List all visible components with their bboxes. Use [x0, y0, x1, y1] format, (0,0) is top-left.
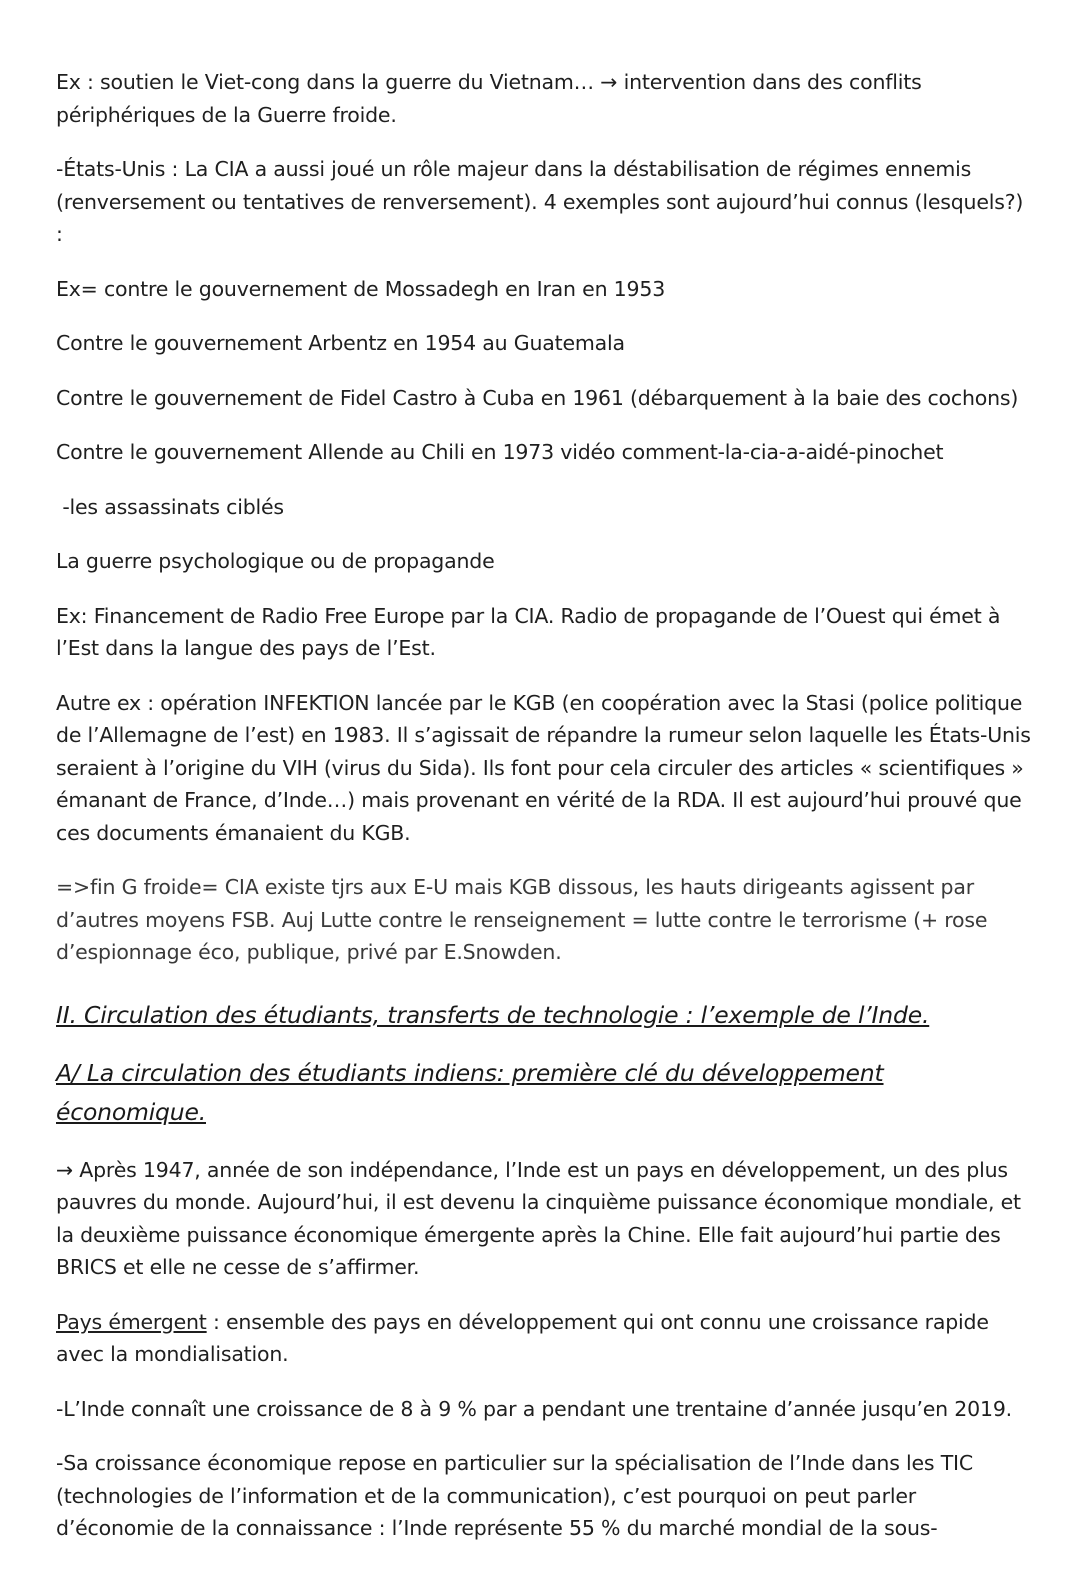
section-heading-inde: II. Circulation des étudiants, transferts de technologie : l’exemple de l’Inde.: [56, 1000, 930, 1029]
paragraph-guatemala-1954: Contre le gouvernement Arbentz en 1954 au Guatemala: [56, 331, 625, 355]
paragraph-inde-developpement: → Après 1947, année de son indépendance, l’Inde est un pays en développement, un des plus pauvres du monde. Aujourd’hui, il est devenu la cinquième puissance économique mondiale, et la deuxième puissance économique émergente après la Chine. Elle fait aujourd’hui partie des BRICS et elle ne cesse de s’affirmer.: [56, 1157, 1021, 1279]
paragraph-assassinats: -les assassinats ciblés: [56, 494, 284, 519]
paragraph-cia-destabilisation: -États-Unis : La CIA a aussi joué un rôle majeur dans la déstabilisation de régimes ennemis (renversement ou tentatives de renversement). 4 exemples sont aujourd’hui connus (lesquels?) :: [56, 157, 1024, 246]
document-page: [56, 66, 1031, 1545]
paragraph-croissance: -L’Inde connaît une croissance de 8 à 9 % par a pendant une trentaine d’année jusqu’en 2019.: [56, 1396, 1012, 1421]
paragraph-operation-infektion: Autre ex : opération INFEKTION lancée par le KGB (en coopération avec la Stasi (police politique de l’Allemagne de l’est) en 1983. Il s’agissait de répandre la rumeur selon laquelle les États-Unis seraient à l’origine du VIH (virus du Sida). Ils font pour cela circuler des articles « scientifiques » émanant de France, d’Inde…) mais provenant en vérité de la RDA. Il est aujourd’hui prouvé que ces documents émanaient du KGB.: [56, 690, 1031, 845]
paragraph-fin-guerre-froide: =>fin G froide= CIA existe tjrs aux E-U mais KGB dissous, les hauts dirigeants agissent par d’autres moyens FSB. Auj Lutte contre le renseignement = lutte contre le terrorisme (+ rose d’espionnage éco, publique, privé par E.Snowden.: [56, 875, 988, 964]
definition-pays-emergent: : ensemble des pays en développement qui ont connu une croissance rapide avec la mondialisation.: [56, 1309, 989, 1366]
paragraph-vietcong-example: Ex : soutien le Viet-cong dans la guerre du Vietnam… → intervention dans des conflits périphériques de la Guerre froide.: [56, 70, 922, 127]
paragraph-chili-1973: Contre le gouvernement Allende au Chili en 1973 vidéo comment-la-cia-a-aidé-pinochet: [56, 440, 944, 464]
paragraph-iran-1953: Ex= contre le gouvernement de Mossadegh en Iran en 1953: [56, 276, 666, 301]
paragraph-tic: -Sa croissance économique repose en particulier sur la spécialisation de l’Inde dans les TIC (technologies de l’information et de la communication), c’est pourquoi on peut parler d’économie de la connaissance : l’Inde représente 55 % du marché mondial de la sous-: [56, 1451, 974, 1540]
subsection-heading-etudiants: A/ La circulation des étudiants indiens: première clé du développement économique.: [56, 1058, 884, 1126]
paragraph-pays-emergent: [56, 1306, 1031, 1371]
paragraph-radio-free-europe: Ex: Financement de Radio Free Europe par la CIA. Radio de propagande de l’Ouest qui émet à l’Est dans la langue des pays de l’Est.: [56, 603, 1001, 660]
paragraph-cuba-1961: Contre le gouvernement de Fidel Castro à Cuba en 1961 (débarquement à la baie des cochons): [56, 385, 1019, 410]
paragraph-guerre-psychologique: La guerre psychologique ou de propagande: [56, 549, 495, 573]
term-pays-emergent: Pays émergent: [56, 1309, 207, 1334]
